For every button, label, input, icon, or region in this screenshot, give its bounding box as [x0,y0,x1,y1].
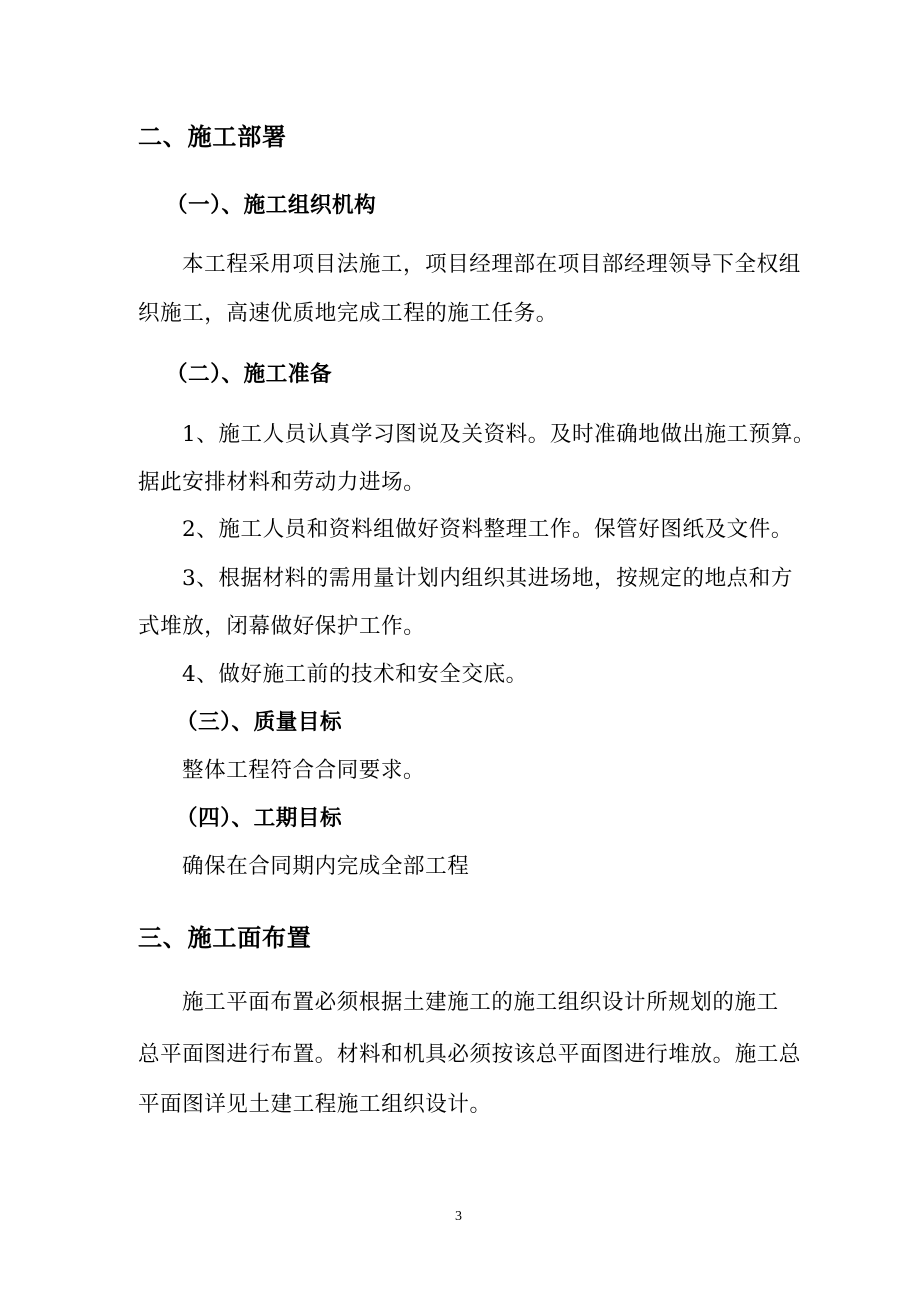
paragraph-line: 2、施工人员和资料组做好资料整理工作。保管好图纸及文件。 [182,517,793,542]
paragraph-line: 整体工程符合合同要求。 [182,758,426,783]
paragraph-line: 3、根据材料的需用量计划内组织其进场地，按规定的地点和方 [182,566,793,591]
paragraph-line: 织施工，高速优质地完成工程的施工任务。 [138,301,558,326]
paragraph-line: 本工程采用项目法施工，项目经理部在项目部经理领导下全权组 [182,252,801,277]
paragraph-line: 1、施工人员认真学习图说及关资料。及时准确地做出施工预算。 [182,422,816,447]
subsection-heading-schedule: （四）、工期目标 [176,806,343,831]
subsection-heading-quality: （三）、质量目标 [176,710,343,735]
section-heading-deployment: 二、施工部署 [138,122,287,151]
section-heading-layout: 三、施工面布置 [138,923,312,952]
paragraph-line: 确保在合同期内完成全部工程 [182,854,470,879]
paragraph-line: 式堆放，闭幕做好保护工作。 [138,614,426,639]
subsection-heading-preparation: （二）、施工准备 [166,362,333,387]
paragraph-line: 据此安排材料和劳动力进场。 [138,470,426,495]
page-number: 3 [455,1209,462,1224]
paragraph-line: 总平面图进行布置。材料和机具必须按该总平面图进行堆放。施工总 [138,1042,802,1067]
paragraph-line: 平面图详见土建工程施工组织设计。 [138,1092,492,1117]
subsection-heading-organization: （一）、施工组织机构 [166,193,377,218]
paragraph-line: 4、做好施工前的技术和安全交底。 [182,662,528,687]
paragraph-line: 施工平面布置必须根据土建施工的施工组织设计所规划的施工 [182,990,779,1015]
